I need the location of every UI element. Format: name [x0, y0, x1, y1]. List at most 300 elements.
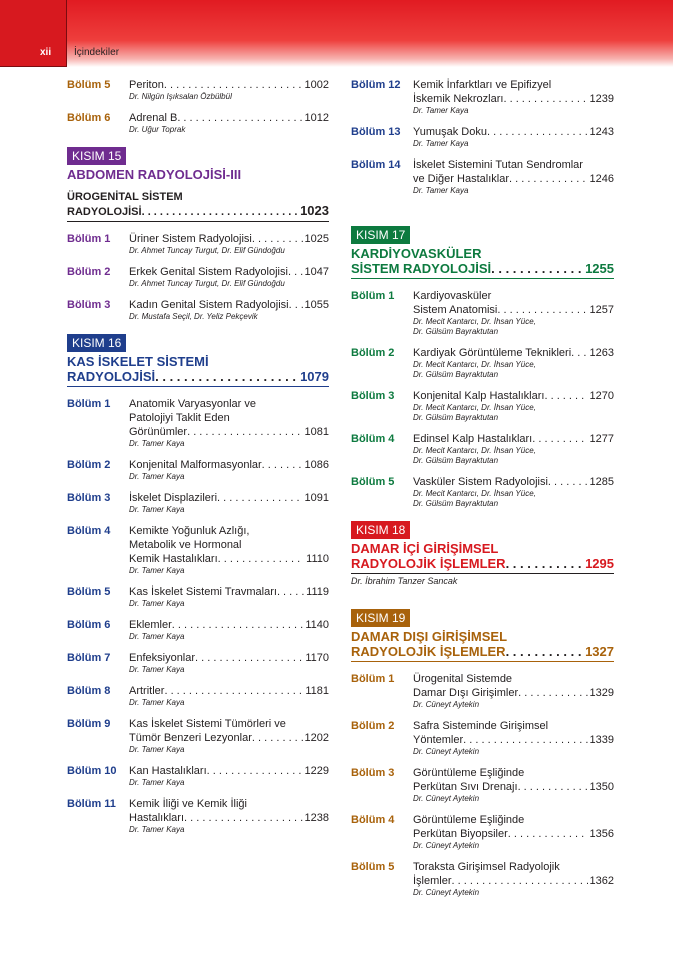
toc-entry[interactable] — [67, 397, 329, 449]
page-number-ref: 1285 — [589, 476, 614, 488]
chapter-label: Bölüm 5 — [67, 586, 111, 598]
title-line — [129, 651, 329, 665]
page-number-box — [0, 0, 67, 67]
author-line: Dr. Tamer Kaya — [129, 698, 185, 707]
toc-entry[interactable] — [351, 719, 614, 757]
title-text: Kadın Genital Sistem Radyolojisi — [129, 299, 289, 311]
title-text: Toraksta Girişimsel Radyolojik — [413, 861, 560, 873]
title-line — [413, 475, 614, 489]
toc-entry[interactable] — [67, 298, 329, 322]
part-title-text: ABDOMEN RADYOLOJİSİ-III — [67, 167, 242, 182]
part-title-text: KARDİYOVASKÜLER — [351, 246, 482, 261]
title-text: Kardiyak Görüntüleme Teknikleri — [413, 347, 572, 359]
page-number-ref: 1356 — [589, 828, 614, 840]
page-number-ref: 1119 — [306, 586, 329, 598]
dot-leader — [218, 552, 305, 566]
author-line: Dr. Mecit Kantarcı, Dr. İhsan Yüce, — [413, 403, 536, 412]
toc-entry[interactable] — [67, 585, 329, 609]
title-text: Kemikte Yoğunluk Azlığı, — [129, 525, 250, 537]
dot-leader — [217, 491, 302, 505]
part-label: KISIM 19 — [351, 609, 410, 627]
page-number-ref: 1255 — [585, 261, 614, 276]
author-line: Dr. Tamer Kaya — [129, 599, 185, 608]
author-line: Dr. Gülsüm Bayraktutan — [413, 499, 499, 508]
author-line: Dr. Cüneyt Aytekin — [413, 700, 480, 709]
subtitle-line — [67, 190, 329, 204]
toc-entry[interactable] — [67, 684, 329, 708]
toc-entry[interactable] — [67, 111, 329, 135]
page-number-ref: 1270 — [589, 390, 614, 402]
page-number-ref: 1329 — [589, 687, 614, 699]
title-text: Görüntüleme Eşliğinde — [413, 814, 525, 826]
toc-entry[interactable] — [351, 158, 614, 196]
title-text: Patolojiyi Taklit Eden — [129, 412, 230, 424]
chapter-label: Bölüm 5 — [351, 861, 395, 873]
title-line — [413, 389, 614, 403]
dot-leader — [487, 125, 588, 139]
page-number-ref: 1079 — [300, 369, 329, 384]
title-line — [129, 618, 329, 632]
page-number-ref: 1257 — [589, 304, 614, 316]
chapter-label: Bölüm 9 — [67, 718, 111, 730]
title-line — [413, 346, 614, 360]
title-text: Anatomik Varyasyonlar ve — [129, 398, 256, 410]
title-line — [129, 491, 329, 505]
title-line — [129, 552, 329, 566]
chapter-label: Bölüm 4 — [67, 525, 111, 537]
author-line: Dr. Cüneyt Aytekin — [413, 841, 480, 850]
title-text: Hastalıkları — [129, 812, 185, 824]
author-line: Dr. Mecit Kantarcı, Dr. İhsan Yüce, — [413, 446, 536, 455]
title-line — [413, 827, 614, 841]
chapter-label: Bölüm 3 — [67, 492, 111, 504]
dot-leader — [491, 261, 583, 276]
page-number-ref: 1339 — [589, 734, 614, 746]
author-line: Dr. Tamer Kaya — [129, 632, 185, 641]
toc-entry[interactable] — [351, 389, 614, 423]
part-title-line — [351, 246, 614, 261]
author-line: Dr. Uğur Toprak — [129, 125, 186, 134]
part-author: Dr. İbrahim Tanzer Sancak — [351, 576, 458, 586]
title-text: Görünümler — [129, 426, 188, 438]
chapter-label: Bölüm 1 — [351, 673, 395, 685]
chapter-label: Bölüm 5 — [67, 79, 111, 91]
dot-leader — [508, 827, 588, 841]
title-line — [129, 717, 329, 731]
part-title-text: RADYOLOJİSİ — [67, 369, 156, 384]
author-line: Dr. Tamer Kaya — [129, 745, 185, 754]
part-title-line — [351, 541, 614, 556]
author-line: Dr. Tamer Kaya — [129, 566, 185, 575]
author-line: Dr. Tamer Kaya — [413, 106, 469, 115]
toc-entry[interactable] — [67, 717, 329, 755]
title-text: Konjenital Malformasyonlar — [129, 459, 262, 471]
part-title — [67, 167, 329, 182]
page-number-ref: 1350 — [589, 781, 614, 793]
dot-leader — [262, 458, 303, 472]
title-line — [413, 289, 614, 303]
page-number-ref: 1202 — [304, 732, 329, 744]
chapter-title — [129, 618, 329, 632]
chapter-title — [129, 78, 329, 92]
page-number-ref: 1140 — [305, 619, 329, 631]
title-text: Kemik İnfarktları ve Epifizyel — [413, 79, 552, 91]
part-subtitle — [67, 190, 329, 222]
toc-entry[interactable] — [67, 232, 329, 256]
dot-leader — [164, 78, 303, 92]
part-title — [351, 541, 614, 574]
title-text: Görüntüleme Eşliğinde — [413, 767, 525, 779]
part-section — [351, 521, 614, 587]
part-label: KISIM 15 — [67, 147, 126, 165]
title-text: Kemik Hastalıkları — [129, 553, 218, 565]
author-line: Dr. Gülsüm Bayraktutan — [413, 456, 499, 465]
toc-entry[interactable] — [67, 797, 329, 835]
title-text: Perkütan Biyopsiler — [413, 828, 508, 840]
chapter-label: Bölüm 11 — [67, 798, 116, 810]
title-line — [413, 813, 614, 827]
part-section — [351, 226, 614, 279]
title-text: Enfeksiyonlar — [129, 652, 196, 664]
author-line: Dr. Tamer Kaya — [129, 439, 185, 448]
title-line — [413, 860, 614, 874]
part-title-line — [67, 354, 329, 369]
part-title-text: DAMAR DIŞI GİRİŞİMSEL — [351, 629, 508, 644]
chapter-title — [129, 397, 329, 439]
title-line — [129, 265, 329, 279]
part-section — [67, 334, 329, 387]
dot-leader — [207, 764, 303, 778]
toc-entry[interactable] — [67, 78, 329, 102]
title-line — [413, 172, 614, 186]
dot-leader — [195, 651, 303, 665]
chapter-label: Bölüm 12 — [351, 79, 401, 91]
dot-leader — [289, 298, 303, 312]
title-text: Sistem Anatomisi — [413, 304, 498, 316]
toc-entry[interactable] — [351, 346, 614, 380]
page-number-ref: 1246 — [589, 173, 614, 185]
chapter-label: Bölüm 5 — [351, 476, 395, 488]
chapter-title — [129, 298, 329, 312]
chapter-title — [129, 684, 329, 698]
chapter-title — [413, 719, 614, 747]
title-line — [413, 733, 614, 747]
dot-leader — [252, 232, 303, 246]
title-line — [129, 298, 329, 312]
page-number-ref: 1110 — [306, 553, 329, 565]
author-line: Dr. Tamer Kaya — [413, 186, 469, 195]
page-number-ref: 1002 — [304, 79, 329, 91]
title-text: ve Diğer Hastalıklar — [413, 173, 509, 185]
author-line: Dr. Nilgün Işıksalan Özbülbül — [129, 92, 232, 101]
title-line — [129, 538, 329, 552]
toc-entry[interactable] — [351, 475, 614, 509]
dot-leader — [532, 432, 587, 446]
dot-leader — [506, 556, 584, 571]
part-label: KISIM 16 — [67, 334, 126, 352]
chapter-title — [129, 232, 329, 246]
title-text: Perkütan Sıvı Drenajı — [413, 781, 518, 793]
author-line: Dr. Cüneyt Aytekin — [413, 794, 480, 803]
author-line: Dr. Gülsüm Bayraktutan — [413, 327, 499, 336]
title-text: Konjenital Kalp Hastalıkları — [413, 390, 545, 402]
part-label: KISIM 17 — [351, 226, 410, 244]
chapter-title — [413, 860, 614, 888]
author-line: Dr. Cüneyt Aytekin — [413, 888, 480, 897]
page-number-ref: 1023 — [300, 203, 329, 218]
page-number-ref: 1277 — [589, 433, 614, 445]
dot-leader — [518, 780, 588, 794]
title-text: Kardiyovasküler — [413, 290, 492, 302]
title-line — [129, 111, 329, 125]
title-line — [129, 797, 329, 811]
title-text: Yöntemler — [413, 734, 464, 746]
author-line: Dr. Tamer Kaya — [129, 778, 185, 787]
chapter-title — [413, 289, 614, 317]
title-text: Safra Sisteminde Girişimsel — [413, 720, 549, 732]
title-line — [129, 764, 329, 778]
chapter-title — [129, 265, 329, 279]
title-line — [129, 731, 329, 745]
part-title-line — [67, 167, 329, 182]
chapter-title — [413, 813, 614, 841]
subtitle-text: RADYOLOJİSİ — [67, 206, 142, 218]
title-text: Kan Hastalıkları — [129, 765, 207, 777]
title-line — [413, 303, 614, 317]
chapter-label: Bölüm 2 — [67, 266, 111, 278]
dot-leader — [544, 389, 587, 403]
part-title — [67, 354, 329, 387]
page-number-ref: 1295 — [585, 556, 614, 571]
title-line — [413, 874, 614, 888]
chapter-title — [129, 524, 329, 566]
dot-leader — [142, 205, 299, 219]
title-text: Kas İskelet Sistemi Tümörleri ve — [129, 718, 286, 730]
author-line: Dr. Ahmet Tuncay Turgut, Dr. Elif Gündoğdu — [129, 279, 285, 288]
page-number-ref: 1012 — [304, 112, 329, 124]
toc-entry[interactable] — [351, 125, 614, 149]
title-line — [129, 397, 329, 411]
title-line — [413, 719, 614, 733]
chapter-label: Bölüm 6 — [67, 619, 111, 631]
chapter-label: Bölüm 4 — [351, 433, 395, 445]
chapter-label: Bölüm 8 — [67, 685, 111, 697]
dot-leader — [506, 644, 584, 659]
chapter-title — [413, 475, 614, 489]
chapter-label: Bölüm 2 — [351, 347, 395, 359]
dot-leader — [277, 585, 304, 599]
chapter-label: Bölüm 14 — [351, 159, 401, 171]
page-number-ref: 1238 — [304, 812, 329, 824]
title-line — [129, 78, 329, 92]
part-title-text: SİSTEM RADYOLOJİSİ — [351, 261, 492, 276]
dot-leader — [463, 733, 587, 747]
toc-entry[interactable] — [67, 458, 329, 482]
chapter-label: Bölüm 3 — [351, 390, 395, 402]
title-line — [413, 158, 614, 172]
chapter-label: Bölüm 7 — [67, 652, 111, 664]
part-title-text: KAS İSKELET SİSTEMİ — [67, 354, 209, 369]
title-text: Damar Dışı Girişimler — [413, 687, 519, 699]
chapter-title — [413, 432, 614, 446]
chapter-label: Bölüm 2 — [67, 459, 111, 471]
part-title — [351, 629, 614, 662]
chapter-label: Bölüm 1 — [67, 233, 111, 245]
page-number-ref: 1091 — [304, 492, 329, 504]
dot-leader — [497, 303, 587, 317]
subtitle-text: ÜROGENİTAL SİSTEM — [67, 191, 183, 203]
chapter-title — [413, 78, 614, 106]
title-text: İskemik Nekrozları — [413, 93, 504, 105]
page-number-ref: 1081 — [304, 426, 329, 438]
title-line — [413, 780, 614, 794]
chapter-label: Bölüm 3 — [67, 299, 111, 311]
part-section — [351, 609, 614, 662]
toc-entry[interactable] — [351, 860, 614, 898]
chapter-title — [413, 766, 614, 794]
chapter-title — [129, 111, 329, 125]
title-text: Edinsel Kalp Hastalıkları — [413, 433, 533, 445]
author-line: Dr. Gülsüm Bayraktutan — [413, 370, 499, 379]
title-text: Eklemler — [129, 619, 172, 631]
toc-entry[interactable] — [67, 265, 329, 289]
dot-leader — [452, 874, 588, 888]
chapter-label: Bölüm 3 — [351, 767, 395, 779]
part-title-line — [351, 556, 614, 571]
chapter-title — [129, 651, 329, 665]
chapter-title — [129, 585, 329, 599]
title-text: Adrenal B — [129, 112, 178, 124]
chapter-label: Bölüm 10 — [67, 765, 117, 777]
dot-leader — [518, 686, 587, 700]
title-line — [413, 92, 614, 106]
dot-leader — [164, 684, 303, 698]
title-text: İskelet Displazileri — [129, 492, 218, 504]
chapter-title — [413, 158, 614, 186]
dot-leader — [184, 811, 302, 825]
page-number-ref: 1327 — [585, 644, 614, 659]
page-number-ref: 1025 — [304, 233, 329, 245]
subtitle-line — [67, 204, 329, 219]
title-text: Üriner Sistem Radyolojisi — [129, 233, 252, 245]
toc-entry[interactable] — [351, 78, 614, 116]
dot-leader — [172, 618, 304, 632]
title-line — [413, 686, 614, 700]
chapter-title — [129, 797, 329, 825]
toc-entry[interactable] — [351, 289, 614, 337]
dot-leader — [503, 92, 587, 106]
title-line — [413, 766, 614, 780]
dot-leader — [155, 369, 298, 384]
title-line — [129, 811, 329, 825]
running-title: İçindekiler — [74, 47, 120, 58]
title-text: Ürogenital Sistemde — [413, 673, 513, 685]
title-line — [129, 458, 329, 472]
chapter-label: Bölüm 4 — [351, 814, 395, 826]
toc-entry[interactable] — [351, 672, 614, 710]
page-number-ref: 1243 — [589, 126, 614, 138]
title-line — [413, 125, 614, 139]
part-title-text: RADYOLOJİK İŞLEMLER — [351, 556, 506, 571]
chapter-label: Bölüm 2 — [351, 720, 395, 732]
title-text: Periton — [129, 79, 164, 91]
title-text: Erkek Genital Sistem Radyolojisi — [129, 266, 288, 278]
chapter-label: Bölüm 6 — [67, 112, 111, 124]
chapter-title — [413, 125, 614, 139]
chapter-title — [413, 389, 614, 403]
title-text: Metabolik ve Hormonal — [129, 539, 242, 551]
title-text: Vasküler Sistem Radyolojisi — [413, 476, 548, 488]
toc-entry[interactable] — [67, 764, 329, 788]
page-number-ref: 1229 — [304, 765, 329, 777]
page-number-ref: 1181 — [305, 685, 329, 697]
part-section — [67, 147, 329, 222]
page-number-ref: 1055 — [304, 299, 329, 311]
dot-leader — [548, 475, 588, 489]
dot-leader — [509, 172, 588, 186]
toc-entry[interactable] — [67, 524, 329, 576]
author-line: Dr. Mecit Kantarcı, Dr. İhsan Yüce, — [413, 360, 536, 369]
page-number-ref: 1086 — [304, 459, 329, 471]
toc-right-column — [351, 78, 614, 907]
author-line: Dr. Gülsüm Bayraktutan — [413, 413, 499, 422]
page-number-ref: 1263 — [589, 347, 614, 359]
author-line: Dr. Mecit Kantarcı, Dr. İhsan Yüce, — [413, 489, 536, 498]
title-text: Kas İskelet Sistemi Travmaları — [129, 586, 277, 598]
title-text: İşlemler — [413, 875, 452, 887]
title-text: Tümör Benzeri Lezyonlar — [129, 732, 252, 744]
toc-left-column — [67, 78, 329, 844]
page-number: xii — [40, 47, 52, 58]
title-text: İskelet Sistemini Tutan Sendromlar — [413, 159, 583, 171]
author-line: Dr. Tamer Kaya — [129, 825, 185, 834]
part-title-text: DAMAR İÇİ GİRİŞİMSEL — [351, 541, 499, 556]
title-line — [129, 411, 329, 425]
part-title-line — [351, 644, 614, 659]
chapter-title — [129, 491, 329, 505]
author-line: Dr. Ahmet Tuncay Turgut, Dr. Elif Gündoğdu — [129, 246, 285, 255]
chapter-label: Bölüm 13 — [351, 126, 401, 138]
toc-entry[interactable] — [351, 432, 614, 466]
page-number-ref: 1170 — [305, 652, 329, 664]
chapter-title — [129, 764, 329, 778]
part-title — [351, 246, 614, 279]
author-line: Dr. Tamer Kaya — [129, 505, 185, 514]
toc-entry[interactable] — [67, 618, 329, 642]
toc-entry[interactable] — [67, 651, 329, 675]
chapter-title — [129, 717, 329, 745]
author-line: Dr. Tamer Kaya — [129, 472, 185, 481]
toc-entry[interactable] — [351, 813, 614, 851]
part-label: KISIM 18 — [351, 521, 410, 539]
dot-leader — [187, 425, 302, 439]
chapter-label: Bölüm 1 — [351, 290, 395, 302]
toc-entry[interactable] — [351, 766, 614, 804]
page-number-ref: 1239 — [589, 93, 614, 105]
dot-leader — [252, 731, 303, 745]
dot-leader — [571, 346, 587, 360]
part-title-text: RADYOLOJİK İŞLEMLER — [351, 644, 506, 659]
author-line: Dr. Mustafa Seçil, Dr. Yeliz Pekçevik — [129, 312, 258, 321]
chapter-title — [413, 346, 614, 360]
title-line — [129, 232, 329, 246]
chapter-title — [413, 672, 614, 700]
dot-leader — [177, 111, 302, 125]
title-line — [129, 585, 329, 599]
toc-entry[interactable] — [67, 491, 329, 515]
title-line — [413, 78, 614, 92]
title-line — [129, 425, 329, 439]
